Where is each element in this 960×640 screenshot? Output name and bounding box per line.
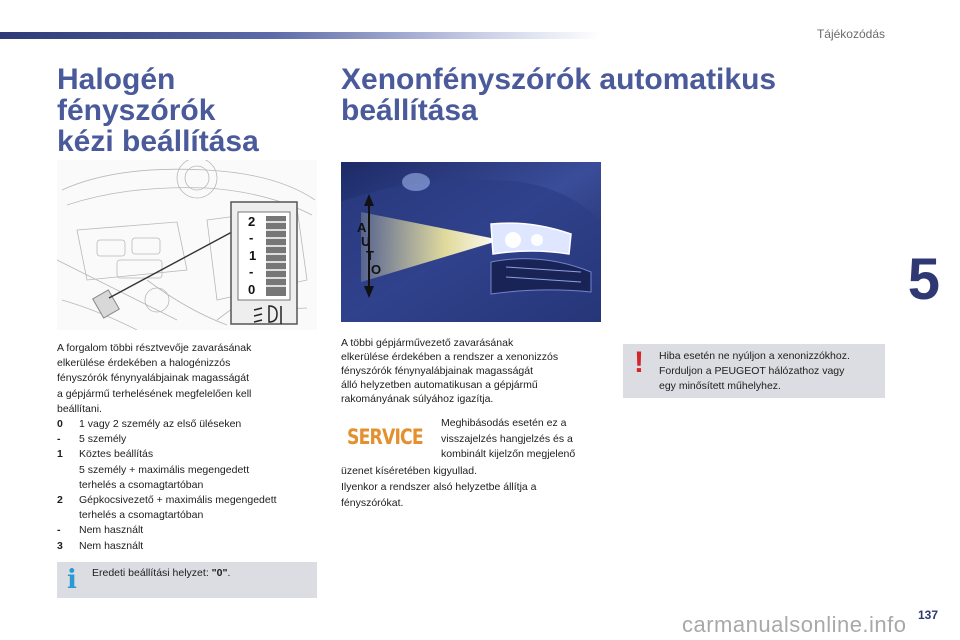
intro-line-4: a gépjármű terhelésének megfelelően kell <box>57 387 252 400</box>
service-warning-icon: SERVICE <box>347 425 423 449</box>
warning-box <box>623 344 885 398</box>
desc-line-4: álló helyzetben automatikusan a gépjármű <box>341 379 538 391</box>
auto-letter-o: O <box>371 262 382 277</box>
desc-line-3: fényszórók fénynyalábjainak magasságát <box>341 365 534 377</box>
info-icon: i <box>67 565 77 595</box>
left-body-text <box>57 341 321 554</box>
header-gradient-bar <box>0 32 600 39</box>
left-title-line1: Halogén fényszórók <box>57 63 216 127</box>
dial-label-dash2: - <box>249 264 254 279</box>
intro-line-2: elkerülése érdekében a halogénizzós <box>57 357 231 370</box>
watermark: carmanualsonline.info <box>682 612 907 637</box>
info-text: Eredeti beállítási helyzet: "0". <box>92 567 231 579</box>
position-item: 3 Nem használt <box>57 539 144 552</box>
page-number: 137 <box>917 608 938 622</box>
warning-text: Hiba esetén ne nyúljon a xenonizzókhoz. Forduljon a PEUGEOT hálózathoz vagy egy minősített műhelyhez. <box>659 350 850 392</box>
dial-label-2: 2 <box>248 214 256 229</box>
left-title <box>57 64 327 157</box>
auto-letter-a: A <box>357 220 367 235</box>
malfunction-text: Meghibásodás esetén ez a visszajelzés hangjelzés és a kombinált kijelzőn megjelenő <box>441 417 576 460</box>
auto-letter-t: T <box>366 248 374 263</box>
position-item: - 5 személy <box>57 433 127 446</box>
dial-label-0: 0 <box>248 282 256 297</box>
dial-label-dash1: - <box>249 230 254 245</box>
dial-label-1: 1 <box>249 248 257 263</box>
exclamation-icon: ! <box>634 346 644 379</box>
position-item: 0 1 vagy 2 személy az első üléseken <box>57 418 242 431</box>
desc-line-5: rakományának súlyához igazítja. <box>341 393 494 405</box>
section-label: Tájékozódás <box>816 27 885 41</box>
position-item: 2 Gépkocsivezető + maximális megengedett terhelés a csomagtartóban <box>57 494 277 522</box>
left-title-line2: kézi beállítása <box>57 125 259 158</box>
position-item: 1 Köztes beállítás 5 személy + maximális megengedett terhelés a csomagtartóban <box>57 448 250 491</box>
malfunction-text-cont: üzenet kíséretében kigyullad. Ilyenkor a rendszer alsó helyzetbe állítja a fényszórókat. <box>341 465 537 509</box>
chapter-number: 5 <box>907 247 940 312</box>
desc-line-2: elkerülése érdekében a rendszer a xenonizzós <box>341 351 559 363</box>
right-body-text <box>341 336 603 406</box>
desc-line-1: A többi gépjárművezető zavarásának <box>341 337 514 349</box>
dashboard-dial-illustration <box>57 160 317 330</box>
auto-letter-u: U <box>361 234 371 249</box>
intro-line-5: beállítani. <box>57 402 102 415</box>
intro-line-3: fényszórók fénynyalábjainak magasságát <box>57 372 250 385</box>
auto-headlight-illustration <box>341 162 601 322</box>
intro-line-1: A forgalom többi résztvevője zavarásának <box>57 342 252 354</box>
info-box <box>57 562 317 598</box>
position-item: - Nem használt <box>57 524 144 537</box>
right-title: Xenonfényszórók automatikus beállítása <box>341 63 777 127</box>
